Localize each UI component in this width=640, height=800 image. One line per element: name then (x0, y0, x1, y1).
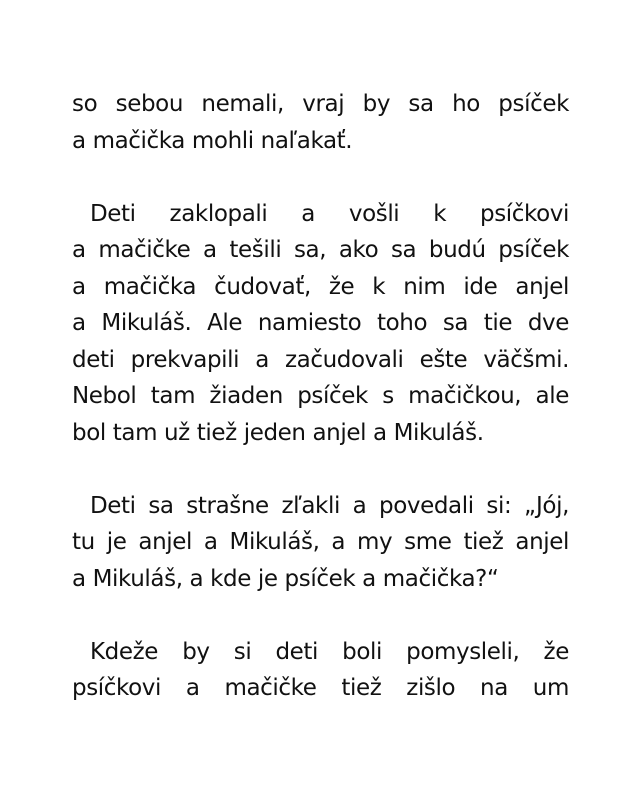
text-line: Nebol tam žiaden psíček s mačičkou, ale (72, 383, 569, 409)
story-text (72, 86, 569, 743)
paragraph (72, 634, 569, 707)
paragraph (72, 488, 569, 598)
text-line: bol tam už tiež jeden anjel a Mikuláš. (72, 419, 484, 446)
text-line: tu je anjel a Mikuláš, a my sme tiež anjel (72, 529, 569, 555)
text-line: a mačička mohli naľakať. (72, 127, 353, 154)
text-line: a Mikuláš, a kde je psíček a mačička?“ (72, 565, 499, 592)
text-line: Deti sa strašne zľakli a povedali si: „Jój, (90, 492, 569, 519)
text-line: Kdeže by si deti boli pomysleli, že (90, 638, 569, 665)
text-line: a mačička čudovať, že k nim ide anjel (72, 273, 569, 300)
text-line: a mačičke a tešili sa, ako sa budú psíček (72, 237, 569, 263)
text-line: Deti zaklopali a vošli k psíčkovi (90, 200, 569, 227)
text-line: so sebou nemali, vraj by sa ho psíček (72, 91, 569, 117)
text-line: deti prekvapili a začudovali ešte väčšmi. (72, 346, 569, 373)
paragraph (72, 196, 569, 452)
text-line: a Mikuláš. Ale namiesto toho sa tie dve (72, 310, 569, 336)
text-line: psíčkovi a mačičke tiež zišlo na um (72, 675, 569, 701)
paragraph (72, 86, 569, 159)
